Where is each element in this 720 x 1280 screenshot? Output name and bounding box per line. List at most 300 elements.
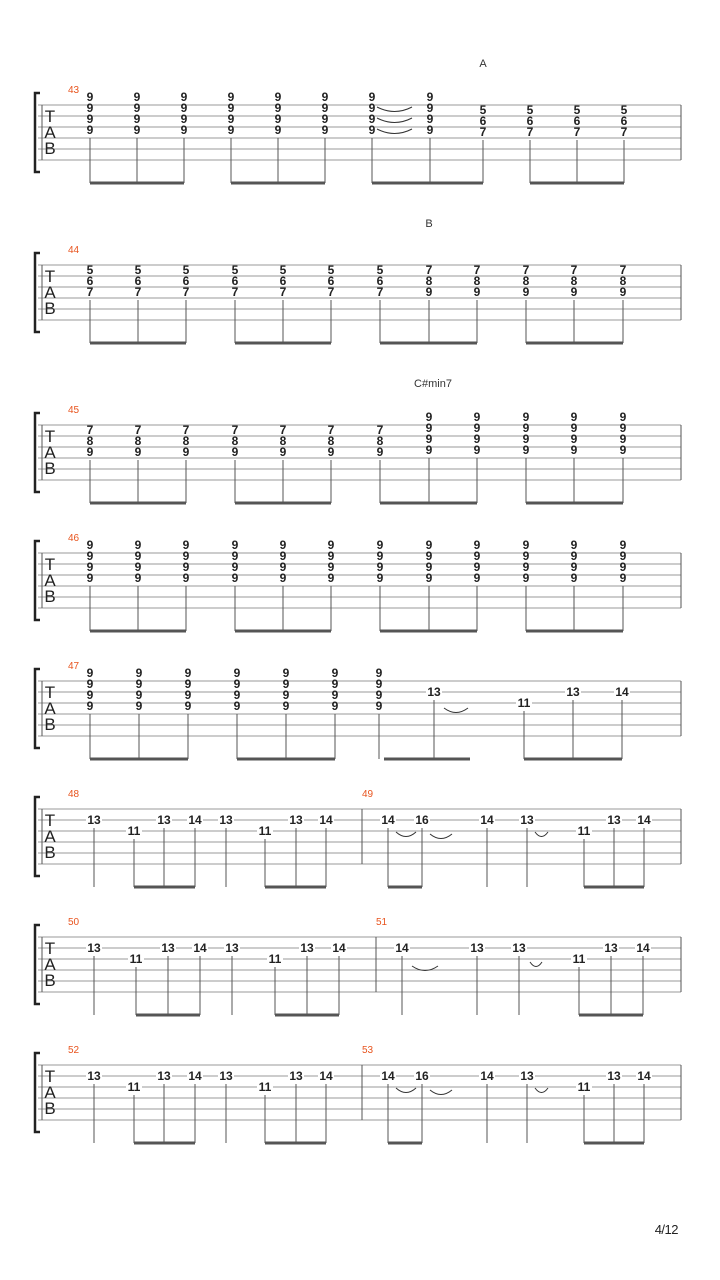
tab-clef-letter: T xyxy=(44,427,56,446)
fret-number: 9 xyxy=(321,123,329,137)
fret-number: 9 xyxy=(134,538,142,552)
fret-number: 9 xyxy=(619,571,627,585)
fret-number: 5 xyxy=(327,263,335,277)
fret-number: 6 xyxy=(231,274,239,288)
fret-number: 9 xyxy=(522,560,530,574)
fret-number: 9 xyxy=(570,549,578,563)
fret-number: 9 xyxy=(231,445,239,459)
fret-number: 7 xyxy=(376,285,384,299)
tab-system xyxy=(35,58,681,183)
fret-number: 9 xyxy=(133,90,141,104)
fret-number: 9 xyxy=(184,666,192,680)
fret-number: 9 xyxy=(473,421,481,435)
page-number: 4/12 xyxy=(654,1222,678,1237)
fret-number: 9 xyxy=(184,688,192,702)
fret-number: 9 xyxy=(619,285,627,299)
fret-number: 6 xyxy=(86,274,94,288)
fret-number: 5 xyxy=(86,263,94,277)
fret-number: 9 xyxy=(86,101,94,115)
fret-number: 9 xyxy=(425,560,433,574)
tab-clef-letter: B xyxy=(44,587,56,606)
tie-mark xyxy=(430,1090,452,1095)
tab-clef-letter: B xyxy=(44,843,56,862)
fret-number: 9 xyxy=(331,666,339,680)
tab-system xyxy=(35,218,681,343)
fret-number: 6 xyxy=(134,274,142,288)
measure-number: 52 xyxy=(68,1045,80,1056)
fret-number: 9 xyxy=(227,101,235,115)
fret-number: 9 xyxy=(231,560,239,574)
fret-number: 9 xyxy=(522,285,530,299)
fret-number: 9 xyxy=(619,538,627,552)
fret-number: 9 xyxy=(231,538,239,552)
tab-clef-letter: B xyxy=(44,459,56,478)
tab-clef-letter: B xyxy=(44,971,56,990)
fret-number: 9 xyxy=(321,90,329,104)
fret-number: 6 xyxy=(620,114,628,128)
fret-number: 8 xyxy=(376,434,384,448)
fret-number: 11 xyxy=(258,1080,272,1094)
fret-number: 9 xyxy=(473,549,481,563)
fret-number: 9 xyxy=(331,688,339,702)
fret-number: 9 xyxy=(331,699,339,713)
fret-number: 9 xyxy=(274,90,282,104)
fret-number: 7 xyxy=(522,263,530,277)
measure-number: 47 xyxy=(68,661,80,672)
tab-clef-letter: T xyxy=(44,1067,56,1086)
fret-number: 9 xyxy=(619,421,627,435)
fret-number: 8 xyxy=(182,434,190,448)
fret-number: 13 xyxy=(87,813,101,827)
fret-number: 9 xyxy=(376,560,384,574)
fret-number: 9 xyxy=(182,538,190,552)
fret-number: 9 xyxy=(376,445,384,459)
fret-number: 9 xyxy=(182,549,190,563)
fret-number: 9 xyxy=(522,421,530,435)
fret-number: 9 xyxy=(570,421,578,435)
tie-mark xyxy=(396,1088,416,1093)
tab-clef-letter: A xyxy=(44,123,56,142)
fret-number: 11 xyxy=(127,1080,141,1094)
fret-number: 14 xyxy=(193,941,207,955)
fret-number: 13 xyxy=(566,685,580,699)
fret-number: 7 xyxy=(134,285,142,299)
fret-number: 5 xyxy=(134,263,142,277)
fret-number: 13 xyxy=(219,813,233,827)
tab-clef-letter: A xyxy=(44,283,56,302)
fret-number: 9 xyxy=(570,285,578,299)
tab-system xyxy=(35,1045,681,1143)
tab-clef-letter: T xyxy=(44,939,56,958)
fret-number: 9 xyxy=(184,677,192,691)
fret-number: 9 xyxy=(619,549,627,563)
fret-number: 9 xyxy=(233,688,241,702)
fret-number: 9 xyxy=(133,101,141,115)
fret-number: 9 xyxy=(426,123,434,137)
chord-label: C#min7 xyxy=(414,378,452,390)
fret-number: 13 xyxy=(87,1069,101,1083)
fret-number: 13 xyxy=(87,941,101,955)
fret-number: 9 xyxy=(86,90,94,104)
fret-number: 9 xyxy=(425,443,433,457)
tab-clef-letter: A xyxy=(44,1083,56,1102)
chord-label: A xyxy=(479,58,487,70)
fret-number: 11 xyxy=(517,696,531,710)
fret-number: 7 xyxy=(182,423,190,437)
fret-number: 13 xyxy=(300,941,314,955)
fret-number: 9 xyxy=(180,112,188,126)
fret-number: 9 xyxy=(86,549,94,563)
tab-clef-letter: T xyxy=(44,107,56,126)
fret-number: 9 xyxy=(86,112,94,126)
fret-number: 5 xyxy=(573,103,581,117)
tie-mark xyxy=(430,834,452,839)
fret-number: 9 xyxy=(570,432,578,446)
fret-number: 9 xyxy=(86,688,94,702)
tab-clef-letter: T xyxy=(44,811,56,830)
fret-number: 9 xyxy=(279,560,287,574)
fret-number: 9 xyxy=(425,410,433,424)
fret-number: 9 xyxy=(282,688,290,702)
fret-number: 14 xyxy=(615,685,629,699)
fret-number: 9 xyxy=(134,549,142,563)
fret-number: 9 xyxy=(182,571,190,585)
fret-number: 13 xyxy=(219,1069,233,1083)
tab-clef-letter: T xyxy=(44,555,56,574)
fret-number: 9 xyxy=(375,688,383,702)
fret-number: 13 xyxy=(161,941,175,955)
tab-clef-letter: B xyxy=(44,1099,56,1118)
fret-number: 9 xyxy=(426,90,434,104)
fret-number: 13 xyxy=(225,941,239,955)
fret-number: 9 xyxy=(86,677,94,691)
fret-number: 9 xyxy=(426,112,434,126)
fret-number: 6 xyxy=(182,274,190,288)
fret-number: 7 xyxy=(376,423,384,437)
measure-number: 45 xyxy=(68,405,80,416)
fret-number: 14 xyxy=(480,813,494,827)
fret-number: 9 xyxy=(376,571,384,585)
fret-number: 9 xyxy=(327,560,335,574)
fret-number: 7 xyxy=(425,263,433,277)
fret-number: 16 xyxy=(415,1069,429,1083)
fret-number: 13 xyxy=(607,813,621,827)
fret-number: 9 xyxy=(135,677,143,691)
fret-number: 11 xyxy=(258,824,272,838)
fret-number: 13 xyxy=(427,685,441,699)
fret-number: 9 xyxy=(570,538,578,552)
fret-number: 16 xyxy=(415,813,429,827)
fret-number: 9 xyxy=(522,549,530,563)
fret-number: 7 xyxy=(327,423,335,437)
fret-number: 13 xyxy=(520,813,534,827)
fret-number: 9 xyxy=(522,538,530,552)
fret-number: 7 xyxy=(620,125,628,139)
fret-number: 8 xyxy=(473,274,481,288)
fret-number: 9 xyxy=(368,112,376,126)
fret-number: 5 xyxy=(526,103,534,117)
fret-number: 13 xyxy=(470,941,484,955)
fret-number: 8 xyxy=(522,274,530,288)
fret-number: 9 xyxy=(279,549,287,563)
tab-system xyxy=(35,533,681,631)
fret-number: 9 xyxy=(86,560,94,574)
tab-clef-letter: A xyxy=(44,699,56,718)
fret-number: 5 xyxy=(279,263,287,277)
tie-mark xyxy=(396,832,416,837)
fret-number: 13 xyxy=(607,1069,621,1083)
fret-number: 14 xyxy=(188,1069,202,1083)
fret-number: 9 xyxy=(133,112,141,126)
fret-number: 9 xyxy=(619,432,627,446)
fret-number: 9 xyxy=(376,538,384,552)
fret-number: 9 xyxy=(233,699,241,713)
fret-number: 9 xyxy=(134,560,142,574)
measure-number: 53 xyxy=(362,1045,374,1056)
fret-number: 9 xyxy=(522,571,530,585)
fret-number: 14 xyxy=(319,813,333,827)
fret-number: 9 xyxy=(86,666,94,680)
fret-number: 9 xyxy=(279,571,287,585)
fret-number: 9 xyxy=(184,699,192,713)
fret-number: 7 xyxy=(182,285,190,299)
fret-number: 14 xyxy=(480,1069,494,1083)
fret-number: 9 xyxy=(368,90,376,104)
fret-number: 9 xyxy=(274,123,282,137)
fret-number: 7 xyxy=(619,263,627,277)
fret-number: 9 xyxy=(375,677,383,691)
fret-number: 9 xyxy=(279,538,287,552)
fret-number: 6 xyxy=(376,274,384,288)
tab-system xyxy=(35,789,681,887)
fret-number: 5 xyxy=(182,263,190,277)
fret-number: 9 xyxy=(133,123,141,137)
fret-number: 9 xyxy=(227,112,235,126)
fret-number: 6 xyxy=(526,114,534,128)
measure-number: 49 xyxy=(362,789,374,800)
tie-mark xyxy=(377,107,412,112)
fret-number: 9 xyxy=(180,101,188,115)
tab-clef-letter: A xyxy=(44,955,56,974)
fret-number: 9 xyxy=(182,445,190,459)
fret-number: 14 xyxy=(636,941,650,955)
fret-number: 14 xyxy=(381,813,395,827)
fret-number: 9 xyxy=(425,432,433,446)
tie-mark xyxy=(444,708,468,713)
fret-number: 9 xyxy=(375,666,383,680)
fret-number: 9 xyxy=(570,443,578,457)
fret-number: 9 xyxy=(135,699,143,713)
tie-mark xyxy=(377,129,412,134)
fret-number: 11 xyxy=(572,952,586,966)
fret-number: 9 xyxy=(376,549,384,563)
tab-clef-letter: T xyxy=(44,267,56,286)
fret-number: 7 xyxy=(279,285,287,299)
tie-mark xyxy=(377,118,412,123)
fret-number: 7 xyxy=(134,423,142,437)
fret-number: 8 xyxy=(570,274,578,288)
fret-number: 13 xyxy=(157,813,171,827)
fret-number: 14 xyxy=(319,1069,333,1083)
fret-number: 9 xyxy=(282,677,290,691)
fret-number: 9 xyxy=(425,549,433,563)
tie-mark xyxy=(530,962,542,967)
fret-number: 9 xyxy=(321,112,329,126)
fret-number: 9 xyxy=(473,560,481,574)
measure-number: 48 xyxy=(68,789,80,800)
fret-number: 14 xyxy=(637,813,651,827)
fret-number: 5 xyxy=(231,263,239,277)
measure-number: 46 xyxy=(68,533,80,544)
fret-number: 7 xyxy=(86,423,94,437)
fret-number: 9 xyxy=(570,410,578,424)
fret-number: 7 xyxy=(231,423,239,437)
fret-number: 6 xyxy=(279,274,287,288)
fret-number: 13 xyxy=(289,813,303,827)
fret-number: 9 xyxy=(368,101,376,115)
fret-number: 5 xyxy=(376,263,384,277)
fret-number: 9 xyxy=(86,123,94,137)
fret-number: 9 xyxy=(473,285,481,299)
measure-number: 51 xyxy=(376,917,388,928)
fret-number: 9 xyxy=(86,571,94,585)
fret-number: 9 xyxy=(86,445,94,459)
measure-number: 43 xyxy=(68,85,80,96)
fret-number: 9 xyxy=(227,123,235,137)
fret-number: 9 xyxy=(375,699,383,713)
tab-system xyxy=(35,661,681,759)
fret-number: 9 xyxy=(425,421,433,435)
fret-number: 8 xyxy=(231,434,239,448)
fret-number: 9 xyxy=(227,90,235,104)
fret-number: 8 xyxy=(619,274,627,288)
fret-number: 9 xyxy=(180,123,188,137)
tab-clef-letter: A xyxy=(44,571,56,590)
tab-clef-letter: T xyxy=(44,683,56,702)
fret-number: 9 xyxy=(327,549,335,563)
fret-number: 9 xyxy=(134,571,142,585)
tab-clef-letter: B xyxy=(44,139,56,158)
fret-number: 9 xyxy=(327,445,335,459)
tab-system xyxy=(35,917,681,1015)
fret-number: 9 xyxy=(570,560,578,574)
fret-number: 9 xyxy=(274,101,282,115)
fret-number: 6 xyxy=(479,114,487,128)
fret-number: 9 xyxy=(231,571,239,585)
measure-number: 50 xyxy=(68,917,80,928)
fret-number: 7 xyxy=(279,423,287,437)
tab-clef-letter: A xyxy=(44,443,56,462)
fret-number: 5 xyxy=(479,103,487,117)
fret-number: 8 xyxy=(279,434,287,448)
fret-number: 9 xyxy=(473,538,481,552)
tab-clef-letter: B xyxy=(44,299,56,318)
fret-number: 9 xyxy=(135,688,143,702)
fret-number: 9 xyxy=(619,410,627,424)
chord-label: B xyxy=(425,218,433,230)
fret-number: 13 xyxy=(157,1069,171,1083)
tab-clef-letter: A xyxy=(44,827,56,846)
tab-system xyxy=(35,378,681,503)
fret-number: 9 xyxy=(274,112,282,126)
fret-number: 14 xyxy=(188,813,202,827)
fret-number: 9 xyxy=(522,410,530,424)
fret-number: 9 xyxy=(233,666,241,680)
fret-number: 8 xyxy=(86,434,94,448)
fret-number: 9 xyxy=(473,410,481,424)
fret-number: 14 xyxy=(332,941,346,955)
fret-number: 9 xyxy=(619,560,627,574)
fret-number: 9 xyxy=(327,538,335,552)
fret-number: 14 xyxy=(381,1069,395,1083)
fret-number: 9 xyxy=(473,432,481,446)
fret-number: 7 xyxy=(526,125,534,139)
fret-number: 13 xyxy=(520,1069,534,1083)
fret-number: 9 xyxy=(570,571,578,585)
fret-number: 13 xyxy=(604,941,618,955)
fret-number: 9 xyxy=(279,445,287,459)
fret-number: 7 xyxy=(479,125,487,139)
fret-number: 7 xyxy=(86,285,94,299)
tie-mark xyxy=(535,832,548,837)
fret-number: 14 xyxy=(395,941,409,955)
fret-number: 9 xyxy=(426,101,434,115)
fret-number: 8 xyxy=(327,434,335,448)
fret-number: 9 xyxy=(425,571,433,585)
fret-number: 6 xyxy=(573,114,581,128)
fret-number: 9 xyxy=(282,666,290,680)
fret-number: 7 xyxy=(327,285,335,299)
fret-number: 14 xyxy=(637,1069,651,1083)
fret-number: 9 xyxy=(473,443,481,457)
fret-number: 9 xyxy=(327,571,335,585)
fret-number: 7 xyxy=(573,125,581,139)
fret-number: 11 xyxy=(577,1080,591,1094)
measure-number: 44 xyxy=(68,245,80,256)
fret-number: 9 xyxy=(231,549,239,563)
fret-number: 9 xyxy=(368,123,376,137)
fret-number: 11 xyxy=(268,952,282,966)
fret-number: 9 xyxy=(619,443,627,457)
fret-number: 13 xyxy=(512,941,526,955)
fret-number: 11 xyxy=(577,824,591,838)
fret-number: 9 xyxy=(86,538,94,552)
fret-number: 9 xyxy=(425,538,433,552)
fret-number: 9 xyxy=(321,101,329,115)
tab-clef-letter: B xyxy=(44,715,56,734)
fret-number: 9 xyxy=(473,571,481,585)
fret-number: 11 xyxy=(129,952,143,966)
fret-number: 6 xyxy=(327,274,335,288)
fret-number: 9 xyxy=(233,677,241,691)
fret-number: 5 xyxy=(620,103,628,117)
fret-number: 8 xyxy=(134,434,142,448)
fret-number: 7 xyxy=(570,263,578,277)
fret-number: 9 xyxy=(522,443,530,457)
fret-number: 9 xyxy=(522,432,530,446)
fret-number: 9 xyxy=(282,699,290,713)
fret-number: 9 xyxy=(180,90,188,104)
fret-number: 9 xyxy=(134,445,142,459)
fret-number: 13 xyxy=(289,1069,303,1083)
fret-number: 9 xyxy=(331,677,339,691)
fret-number: 7 xyxy=(231,285,239,299)
fret-number: 9 xyxy=(182,560,190,574)
tie-mark xyxy=(535,1088,548,1093)
fret-number: 8 xyxy=(425,274,433,288)
fret-number: 9 xyxy=(86,699,94,713)
fret-number: 9 xyxy=(425,285,433,299)
